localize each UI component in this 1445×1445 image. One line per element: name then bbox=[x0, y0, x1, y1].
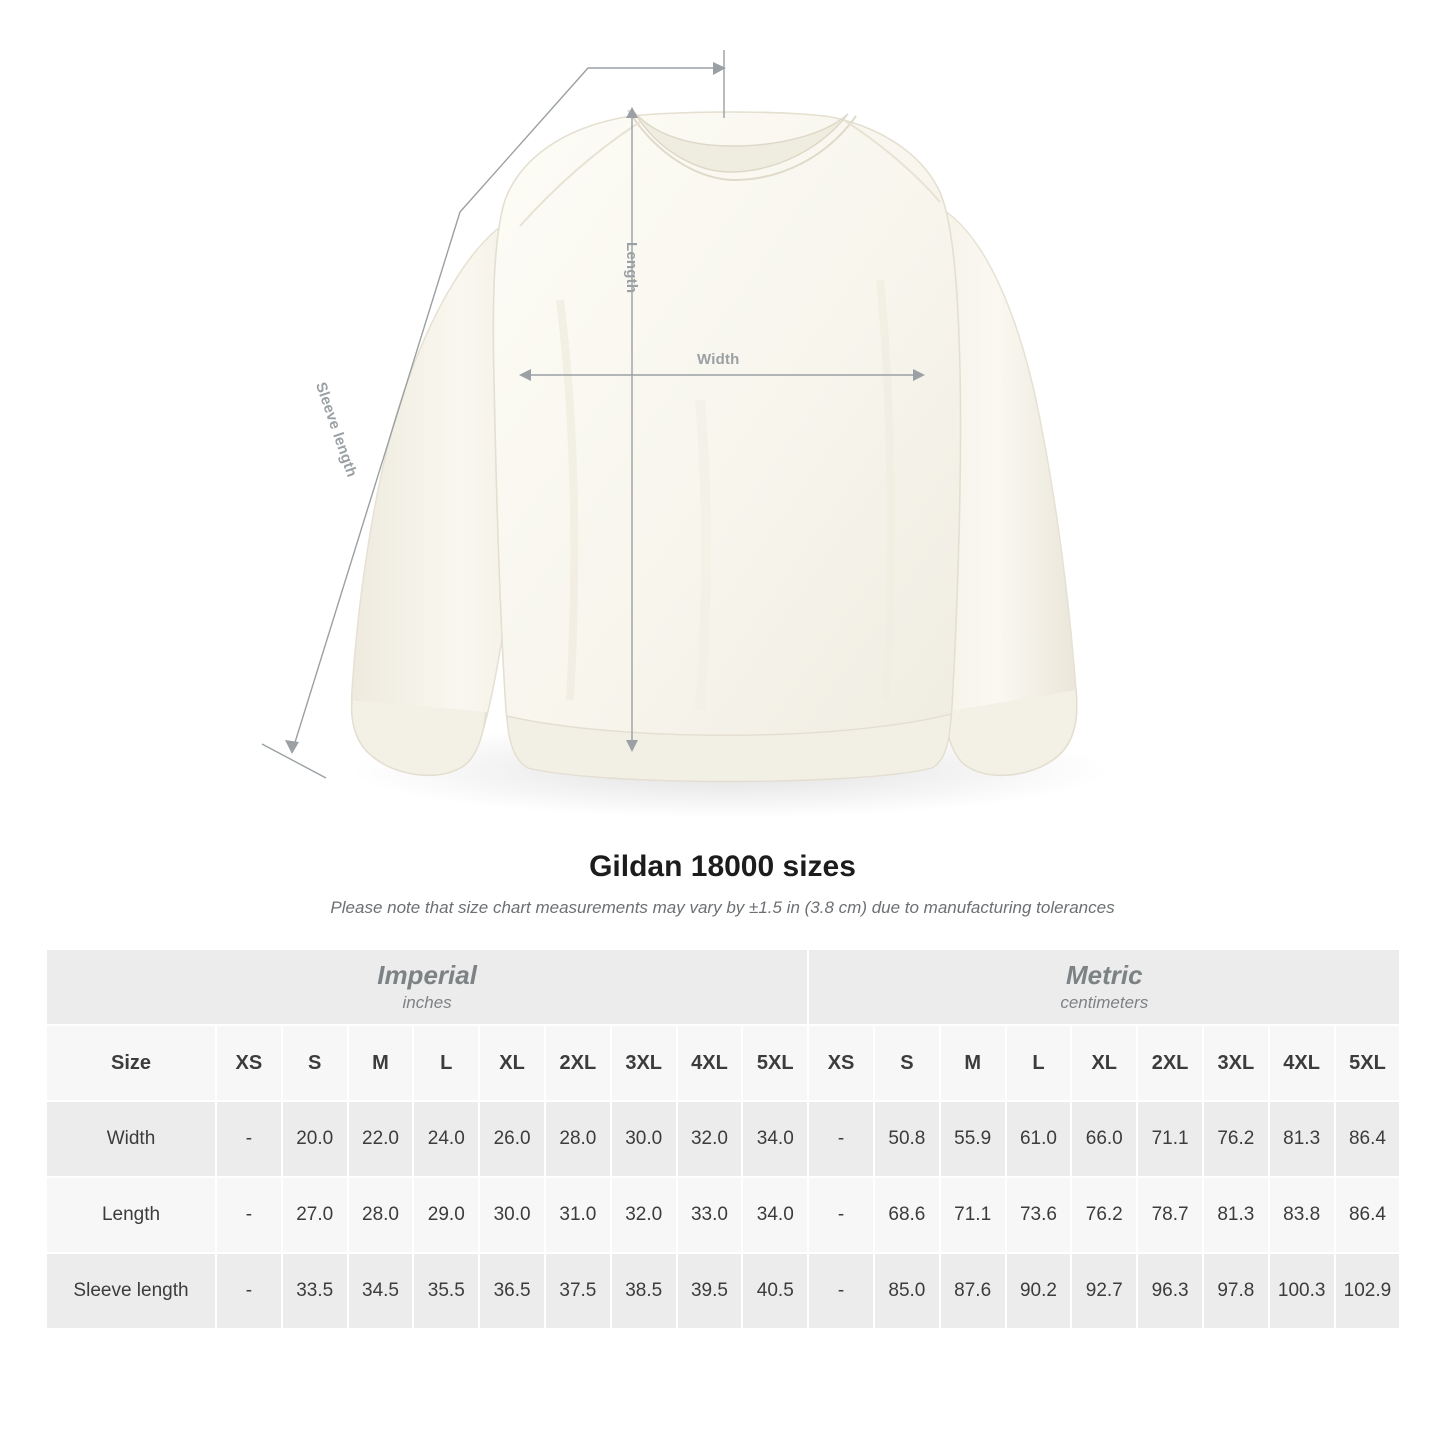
cell-length-met-0: - bbox=[808, 1177, 874, 1253]
cell-length-met-5: 78.7 bbox=[1137, 1177, 1203, 1253]
cell-length-imp-4: 30.0 bbox=[479, 1177, 545, 1253]
cell-sleeve-met-4: 92.7 bbox=[1071, 1253, 1137, 1329]
cell-width-met-3: 61.0 bbox=[1006, 1101, 1072, 1177]
size-header-met-6: 3XL bbox=[1203, 1025, 1269, 1101]
imperial-unit-name: Imperial bbox=[377, 959, 477, 990]
cell-length-met-1: 68.6 bbox=[874, 1177, 940, 1253]
metric-unit-cell bbox=[808, 949, 1400, 1025]
cell-width-imp-3: 24.0 bbox=[413, 1101, 479, 1177]
cell-length-imp-2: 28.0 bbox=[348, 1177, 414, 1253]
table-row bbox=[46, 1177, 1400, 1253]
row-label-sleeve-length: Sleeve length bbox=[46, 1253, 216, 1329]
metric-unit-sub: centimeters bbox=[1060, 993, 1149, 1013]
cell-sleeve-imp-2: 34.5 bbox=[348, 1253, 414, 1329]
cell-width-imp-4: 26.0 bbox=[479, 1101, 545, 1177]
cell-width-imp-7: 32.0 bbox=[677, 1101, 743, 1177]
size-header-met-8: 5XL bbox=[1335, 1025, 1401, 1101]
cell-sleeve-imp-4: 36.5 bbox=[479, 1253, 545, 1329]
cell-length-met-7: 83.8 bbox=[1269, 1177, 1335, 1253]
cell-width-imp-1: 20.0 bbox=[282, 1101, 348, 1177]
cell-length-met-8: 86.4 bbox=[1335, 1177, 1401, 1253]
size-header-imp-8: 5XL bbox=[742, 1025, 808, 1101]
size-header-label: Size bbox=[46, 1025, 216, 1101]
cell-width-met-0: - bbox=[808, 1101, 874, 1177]
tolerance-note: Please note that size chart measurements may vary by ±1.5 in (3.8 cm) due to manufacturing tolerances bbox=[330, 898, 1115, 917]
cell-length-imp-6: 32.0 bbox=[611, 1177, 677, 1253]
cell-width-met-2: 55.9 bbox=[940, 1101, 1006, 1177]
cell-width-met-8: 86.4 bbox=[1335, 1101, 1401, 1177]
cell-width-met-1: 50.8 bbox=[874, 1101, 940, 1177]
cell-width-met-4: 66.0 bbox=[1071, 1101, 1137, 1177]
cell-sleeve-imp-6: 38.5 bbox=[611, 1253, 677, 1329]
cell-length-met-6: 81.3 bbox=[1203, 1177, 1269, 1253]
size-header-met-0: XS bbox=[808, 1025, 874, 1101]
cell-width-imp-2: 22.0 bbox=[348, 1101, 414, 1177]
cell-width-met-5: 71.1 bbox=[1137, 1101, 1203, 1177]
table-row bbox=[46, 1253, 1400, 1329]
cell-length-imp-0: - bbox=[216, 1177, 282, 1253]
cell-length-imp-8: 34.0 bbox=[742, 1177, 808, 1253]
row-label-length: Length bbox=[46, 1177, 216, 1253]
cell-sleeve-met-8: 102.9 bbox=[1335, 1253, 1401, 1329]
cell-sleeve-imp-7: 39.5 bbox=[677, 1253, 743, 1329]
size-header-imp-5: 2XL bbox=[545, 1025, 611, 1101]
sleeve-length-label: Sleeve length bbox=[311, 380, 361, 480]
size-header-met-5: 2XL bbox=[1137, 1025, 1203, 1101]
cell-width-imp-8: 34.0 bbox=[742, 1101, 808, 1177]
table-row bbox=[46, 1101, 1400, 1177]
width-label: Width bbox=[697, 351, 740, 368]
cell-sleeve-met-1: 85.0 bbox=[874, 1253, 940, 1329]
cell-width-imp-6: 30.0 bbox=[611, 1101, 677, 1177]
size-table-wrapper bbox=[45, 948, 1400, 1330]
size-header-met-2: M bbox=[940, 1025, 1006, 1101]
cell-sleeve-met-0: - bbox=[808, 1253, 874, 1329]
size-header-row bbox=[46, 1025, 1400, 1101]
row-label-width: Width bbox=[46, 1101, 216, 1177]
size-header-imp-3: L bbox=[413, 1025, 479, 1101]
page-title: Gildan 18000 sizes bbox=[589, 850, 856, 883]
size-header-met-4: XL bbox=[1071, 1025, 1137, 1101]
size-header-imp-7: 4XL bbox=[677, 1025, 743, 1101]
size-header-met-7: 4XL bbox=[1269, 1025, 1335, 1101]
cell-sleeve-met-7: 100.3 bbox=[1269, 1253, 1335, 1329]
cell-width-met-6: 76.2 bbox=[1203, 1101, 1269, 1177]
size-header-imp-6: 3XL bbox=[611, 1025, 677, 1101]
size-header-imp-1: S bbox=[282, 1025, 348, 1101]
size-header-imp-0: XS bbox=[216, 1025, 282, 1101]
size-header-met-1: S bbox=[874, 1025, 940, 1101]
cell-width-met-7: 81.3 bbox=[1269, 1101, 1335, 1177]
length-label: Length bbox=[623, 242, 640, 294]
cell-sleeve-met-2: 87.6 bbox=[940, 1253, 1006, 1329]
title-block bbox=[0, 850, 1445, 918]
metric-unit-name: Metric bbox=[1065, 959, 1143, 990]
cell-length-met-3: 73.6 bbox=[1006, 1177, 1072, 1253]
cell-length-imp-5: 31.0 bbox=[545, 1177, 611, 1253]
imperial-unit-cell bbox=[46, 949, 808, 1025]
cell-sleeve-met-6: 97.8 bbox=[1203, 1253, 1269, 1329]
size-header-imp-2: M bbox=[348, 1025, 414, 1101]
size-table bbox=[45, 948, 1401, 1330]
cell-length-met-4: 76.2 bbox=[1071, 1177, 1137, 1253]
cell-sleeve-imp-1: 33.5 bbox=[282, 1253, 348, 1329]
cell-sleeve-met-3: 90.2 bbox=[1006, 1253, 1072, 1329]
cell-sleeve-imp-5: 37.5 bbox=[545, 1253, 611, 1329]
cell-sleeve-imp-8: 40.5 bbox=[742, 1253, 808, 1329]
cell-sleeve-imp-3: 35.5 bbox=[413, 1253, 479, 1329]
cell-sleeve-imp-0: - bbox=[216, 1253, 282, 1329]
cell-length-imp-3: 29.0 bbox=[413, 1177, 479, 1253]
cell-width-imp-5: 28.0 bbox=[545, 1101, 611, 1177]
size-header-met-3: L bbox=[1006, 1025, 1072, 1101]
size-header-imp-4: XL bbox=[479, 1025, 545, 1101]
cell-length-met-2: 71.1 bbox=[940, 1177, 1006, 1253]
cell-width-imp-0: - bbox=[216, 1101, 282, 1177]
imperial-unit-sub: inches bbox=[402, 993, 452, 1013]
cell-sleeve-met-5: 96.3 bbox=[1137, 1253, 1203, 1329]
cell-length-imp-1: 27.0 bbox=[282, 1177, 348, 1253]
cell-length-imp-7: 33.0 bbox=[677, 1177, 743, 1253]
unit-header-row bbox=[46, 949, 1400, 1025]
